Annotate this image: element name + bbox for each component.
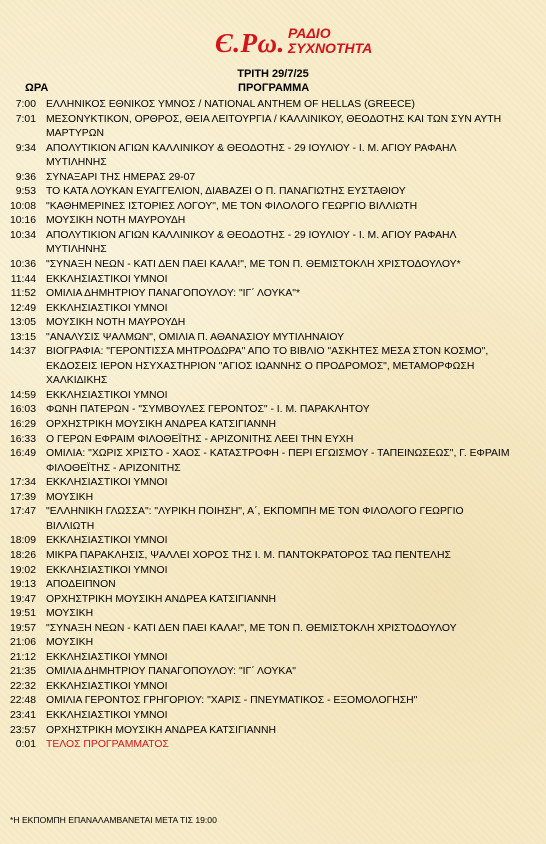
row-time (0, 243, 46, 258)
row-time: 12:49 (9, 302, 36, 314)
row-program: ΟΜΙΛΙΑ ΔΗΜΗΤΡΙΟΥ ΠΑΝΑΓΟΠΟΥΛΟΥ: "ΙΓ΄ ΛΟΥΚΑ" (46, 666, 296, 678)
schedule-row (0, 607, 546, 622)
schedule-row (0, 680, 546, 695)
schedule-row-continuation (0, 520, 546, 535)
schedule-row (0, 389, 546, 404)
schedule-row-continuation (0, 374, 546, 389)
schedule-row-continuation (0, 127, 546, 142)
row-time: 17:47 (9, 506, 36, 518)
row-program: "ΣΥΝΑΞΗ ΝΕΩΝ - ΚΑΤΙ ΔΕΝ ΠΑΕΙ ΚΑΛΑ!", ΜΕ ΤΟΝ Π. ΘΕΜΙΣΤΟΚΛΗ ΧΡΙΣΤΟΔΟΥΛΟΥ* (46, 259, 461, 271)
schedule-row (0, 229, 546, 244)
schedule-row (0, 476, 546, 491)
schedule-row (0, 724, 546, 739)
row-program: Ο ΓΕΡΩΝ ΕΦΡΑΙΜ ΦΙΛΟΘΕΪΤΗΣ - ΑΡΙΖΟΝΙΤΗΣ ΛΕΕΙ ΤΗΝ ΕΥΧΗ (46, 433, 354, 445)
row-time: 17:39 (9, 491, 36, 503)
row-program: ΦΩΝΗ ΠΑΤΕΡΩΝ - "ΣΥΜΒΟΥΛΕΣ ΓΕΡΟΝΤΟΣ" - Ι. Μ. ΠΑΡΑΚΛΗΤΟΥ (46, 404, 370, 416)
row-time: 23:57 (9, 724, 36, 736)
schedule-row (0, 505, 546, 520)
row-time: 22:48 (9, 695, 36, 707)
row-program: ΟΡΧΗΣΤΡΙΚΗ ΜΟΥΣΙΚΗ ΑΝΔΡΕΑ ΚΑΤΣΙΓΙΑΝΝΗ (46, 419, 277, 431)
row-time: 16:29 (9, 419, 36, 431)
row-program: ΑΠΟΛΥΤΙΚΙΟΝ ΑΓΙΩΝ ΚΑΛΛΙΝΙΚΟΥ & ΘΕΟΔΟΤΗΣ - 29 ΙΟΥΛΙΟΥ - Ι. Μ. ΑΓΙΟΥ ΡΑΦΑΗΛ (46, 229, 457, 241)
row-time: 16:03 (9, 404, 36, 416)
row-time: 21:06 (9, 637, 36, 649)
row-time: 19:57 (9, 622, 36, 634)
row-program: ΟΡΧΗΣΤΡΙΚΗ ΜΟΥΣΙΚΗ ΑΝΔΡΕΑ ΚΑΤΣΙΓΙΑΝΝΗ (46, 593, 277, 605)
schedule-row (0, 709, 546, 724)
row-program: ΟΜΙΛΙΑ: "ΧΩΡΙΣ ΧΡΙΣΤΟ - ΧΑΟΣ - ΚΑΤΑΣΤΡΟΦΗ - ΠΕΡΙ ΕΓΩΙΣΜΟΥ - ΤΑΠΕΙΝΩΣΕΩΣ", Γ. ΕΦΡΑΙΜ (46, 448, 510, 460)
schedule-row (0, 622, 546, 637)
station-subtitle (288, 26, 372, 56)
row-program: "ΚΑΘΗΜΕΡΙΝΕΣ ΙΣΤΟΡΙΕΣ ΛΟΓΟΥ", ΜΕ ΤΟΝ ΦΙΛΟΛΟΓΟ ΓΕΩΡΓΙΟ ΒΙΛΛΙΩΤΗ (46, 200, 418, 212)
row-program: ΤΟ ΚΑΤΑ ΛΟΥΚΑΝ ΕΥΑΓΓΕΛΙΟΝ, ΔΙΑΒΑΖΕΙ Ο Π. ΠΑΝΑΓΙΩΤΗΣ ΕΥΣΤΑΘΙΟΥ (46, 186, 406, 198)
subtitle-line-1: ΡΑΔΙΟ (288, 25, 331, 41)
schedule-row (0, 418, 546, 433)
row-program: ΜΑΡΤΥΡΩΝ (46, 128, 104, 140)
row-time: 23:41 (9, 709, 36, 721)
row-program: ΟΜΙΛΙΑ ΔΗΜΗΤΡΙΟΥ ΠΑΝΑΓΟΠΟΥΛΟΥ: "ΙΓ΄ ΛΟΥΚΑ"* (46, 288, 301, 300)
schedule-row (0, 549, 546, 564)
row-time: 10:34 (9, 229, 36, 241)
row-program: ΒΙΟΓΡΑΦΙΑ: "ΓΕΡΟΝΤΙΣΣΑ ΜΗΤΡΟΔΩΡΑ" ΑΠΟ ΤΟ ΒΙΒΛΙΟ "ΑΣΚΗΤΕΣ ΜΕΣΑ ΣΤΟΝ ΚΟΣΜΟ", (46, 346, 489, 358)
schedule-row-continuation (0, 243, 546, 258)
row-time: 10:36 (9, 259, 36, 271)
row-program: "ΕΛΛΗΝΙΚΗ ΓΛΩΣΣΑ": "ΛΥΡΙΚΗ ΠΟΙΗΣΗ", Α΄, ΕΚΠΟΜΠΗ ΜΕ ΤΟΝ ΦΙΛΟΛΟΓΟ ΓΕΩΡΓΙΟ (46, 506, 464, 518)
row-program: ΑΠΟΔΕΙΠΝΟΝ (46, 579, 116, 591)
schedule-row (0, 185, 546, 200)
row-program: ΤΕΛΟΣ ΠΡΟΓΡΑΜΜΑΤΟΣ (46, 739, 169, 751)
row-time: 7:01 (15, 113, 36, 125)
station-header (0, 22, 546, 72)
schedule-row (0, 447, 546, 462)
row-time: 10:08 (9, 200, 36, 212)
row-time (0, 360, 46, 375)
row-program: ΧΑΛΚΙΔΙΚΗΣ (46, 375, 108, 387)
schedule-row (0, 316, 546, 331)
schedule-row (0, 200, 546, 215)
row-time (0, 127, 46, 142)
row-time (0, 374, 46, 389)
row-program: ΜΥΤΙΛΗΝΗΣ (46, 244, 107, 256)
schedule-row (0, 738, 546, 753)
row-time: 16:49 (9, 448, 36, 460)
row-program: ΜΥΤΙΛΗΝΗΣ (46, 157, 107, 169)
schedule-row (0, 433, 546, 448)
row-program: ΕΚΚΛΗΣΙΑΣΤΙΚΟΙ ΥΜΝΟΙ (46, 273, 168, 285)
schedule-row (0, 142, 546, 157)
schedule-row (0, 403, 546, 418)
schedule-row (0, 578, 546, 593)
row-program: ΑΠΟΛΥΤΙΚΙΟΝ ΑΓΙΩΝ ΚΑΛΛΙΝΙΚΟΥ & ΘΕΟΔΟΤΗΣ - 29 ΙΟΥΛΙΟΥ - Ι. Μ. ΑΓΙΟΥ ΡΑΦΑΗΛ (46, 142, 457, 154)
row-time: 16:33 (9, 433, 36, 445)
row-time: 22:32 (9, 680, 36, 692)
schedule-row (0, 665, 546, 680)
row-program: ΣΥΝΑΞΑΡΙ ΤΗΣ ΗΜΕΡΑΣ 29-07 (46, 171, 196, 183)
row-time: 17:34 (9, 477, 36, 489)
row-program: ΒΙΛΛΙΩΤΗ (46, 520, 95, 532)
footnote: *Η ΕΚΠΟΜΠΗ ΕΠΑΝΑΛΑΜΒΑΝΕΤΑΙ ΜΕΤΑ ΤΙΣ 19:00 (10, 815, 217, 825)
row-time: 18:09 (9, 535, 36, 547)
schedule-row (0, 113, 546, 128)
row-time (0, 520, 46, 535)
schedule-row-continuation (0, 462, 546, 477)
schedule-row-continuation (0, 360, 546, 375)
row-program: ΟΡΧΗΣΤΡΙΚΗ ΜΟΥΣΙΚΗ ΑΝΔΡΕΑ ΚΑΤΣΙΓΙΑΝΝΗ (46, 724, 277, 736)
row-program: ΕΚΚΛΗΣΙΑΣΤΙΚΟΙ ΥΜΝΟΙ (46, 564, 168, 576)
row-time (0, 156, 46, 171)
row-time: 19:13 (9, 579, 36, 591)
station-logo: Є.Ρω. (215, 28, 285, 58)
schedule-date: ΤΡΙΤΗ 29/7/25 (237, 68, 309, 80)
schedule-list (0, 98, 546, 753)
row-time: 7:00 (15, 99, 36, 110)
row-program: ΕΛΛΗΝΙΚΟΣ ΕΘΝΙΚΟΣ ΥΜΝΟΣ / NATIONAL ANTHEM OF HELLAS (GREECE) (46, 99, 415, 110)
row-time: 18:26 (9, 549, 36, 561)
subtitle-line-2: ΣΥΧΝΟΤΗΤΑ (288, 40, 373, 56)
row-program: ΜΟΥΣΙΚΗ ΝΟΤΗ ΜΑΥΡΟΥΔΗ (46, 215, 186, 227)
row-program: ΜΟΥΣΙΚΗ ΝΟΤΗ ΜΑΥΡΟΥΔΗ (46, 317, 186, 329)
program-column-header: ΠΡΟΓΡΑΜΜΑ (238, 82, 310, 94)
row-time: 14:37 (9, 346, 36, 358)
schedule-row (0, 214, 546, 229)
schedule-row (0, 98, 546, 113)
row-program: ΕΚΚΛΗΣΙΑΣΤΙΚΟΙ ΥΜΝΟΙ (46, 477, 168, 489)
schedule-row (0, 564, 546, 579)
schedule-row (0, 491, 546, 506)
row-time: 21:12 (9, 651, 36, 663)
row-program: ΕΚΚΛΗΣΙΑΣΤΙΚΟΙ ΥΜΝΟΙ (46, 651, 168, 663)
row-program: ΕΚΚΛΗΣΙΑΣΤΙΚΟΙ ΥΜΝΟΙ (46, 709, 168, 721)
row-program: ΕΚΔΟΣΕΙΣ ΙΕΡΟΝ ΗΣΥΧΑΣΤΗΡΙΟΝ "ΑΓΙΟΣ ΙΩΑΝΝΗΣ Ο ΠΡΟΔΡΟΜΟΣ", ΜΕΤΑΜΟΡΦΩΣΗ (46, 360, 475, 372)
schedule-row (0, 287, 546, 302)
row-time: 10:16 (9, 215, 36, 227)
row-time: 9:53 (15, 186, 36, 198)
row-program: ΜΟΥΣΙΚΗ (46, 491, 94, 503)
row-program: "ΑΝΑΛΥΣΙΣ ΨΑΛΜΩΝ", ΟΜΙΛΙΑ Π. ΑΘΑΝΑΣΙΟΥ ΜΥΤΙΛΗΝΑΙΟΥ (46, 331, 345, 343)
row-program: ΕΚΚΛΗΣΙΑΣΤΙΚΟΙ ΥΜΝΟΙ (46, 680, 168, 692)
schedule-row (0, 345, 546, 360)
row-time (0, 462, 46, 477)
schedule-row (0, 534, 546, 549)
time-column-header: ΩΡΑ (25, 82, 49, 94)
schedule-row-continuation (0, 156, 546, 171)
row-program: ΕΚΚΛΗΣΙΑΣΤΙΚΟΙ ΥΜΝΟΙ (46, 535, 168, 547)
schedule-row (0, 273, 546, 288)
row-time: 0:01 (15, 739, 36, 751)
row-time: 21:35 (9, 666, 36, 678)
row-program: ΜΟΥΣΙΚΗ (46, 608, 94, 620)
schedule-row (0, 302, 546, 317)
schedule-row (0, 694, 546, 709)
row-program: "ΣΥΝΑΞΗ ΝΕΩΝ - ΚΑΤΙ ΔΕΝ ΠΑΕΙ ΚΑΛΑ!", ΜΕ ΤΟΝ Π. ΘΕΜΙΣΤΟΚΛΗ ΧΡΙΣΤΟΔΟΥΛΟΥ (46, 622, 457, 634)
row-time: 19:02 (9, 564, 36, 576)
row-time: 13:15 (9, 331, 36, 343)
schedule-row (0, 331, 546, 346)
row-program: ΕΚΚΛΗΣΙΑΣΤΙΚΟΙ ΥΜΝΟΙ (46, 389, 168, 401)
schedule-row (0, 651, 546, 666)
row-time: 11:44 (10, 273, 36, 285)
row-program: ΟΜΙΛΙΑ ΓΕΡΟΝΤΟΣ ΓΡΗΓΟΡΙΟΥ: "ΧΑΡΙΣ - ΠΝΕΥΜΑΤΙΚΟΣ - ΕΞΟΜΟΛΟΓΗΣΗ" (46, 695, 418, 707)
row-program: ΦΙΛΟΘΕΪΤΗΣ - ΑΡΙΖΟΝΙΤΗΣ (46, 462, 181, 474)
schedule-row (0, 171, 546, 186)
row-time: 19:51 (9, 608, 36, 620)
row-time: 9:34 (15, 142, 36, 154)
schedule-row (0, 258, 546, 273)
row-program: ΕΚΚΛΗΣΙΑΣΤΙΚΟΙ ΥΜΝΟΙ (46, 302, 168, 314)
row-time: 14:59 (9, 389, 36, 401)
row-time: 19:47 (9, 593, 36, 605)
schedule-row (0, 636, 546, 651)
row-time: 13:05 (9, 317, 36, 329)
row-program: ΜΟΥΣΙΚΗ (46, 637, 94, 649)
row-time: 9:36 (15, 171, 36, 183)
row-time: 11:52 (10, 288, 36, 300)
row-program: ΜΙΚΡΑ ΠΑΡΑΚΛΗΣΙΣ, ΨΑΛΛΕΙ ΧΟΡΟΣ ΤΗΣ Ι. Μ. ΠΑΝΤΟΚΡΑΤΟΡΟΣ ΤΑΩ ΠΕΝΤΕΛΗΣ (46, 549, 451, 561)
row-program: ΜΕΣΟΝΥΚΤΙΚΟΝ, ΟΡΘΡΟΣ, ΘΕΙΑ ΛΕΙΤΟΥΡΓΙΑ / ΚΑΛΛΙΝΙΚΟΥ, ΘΕΟΔΟΤΗΣ ΚΑΙ ΤΩΝ ΣΥΝ ΑΥΤΗ (46, 113, 502, 125)
schedule-row (0, 593, 546, 608)
